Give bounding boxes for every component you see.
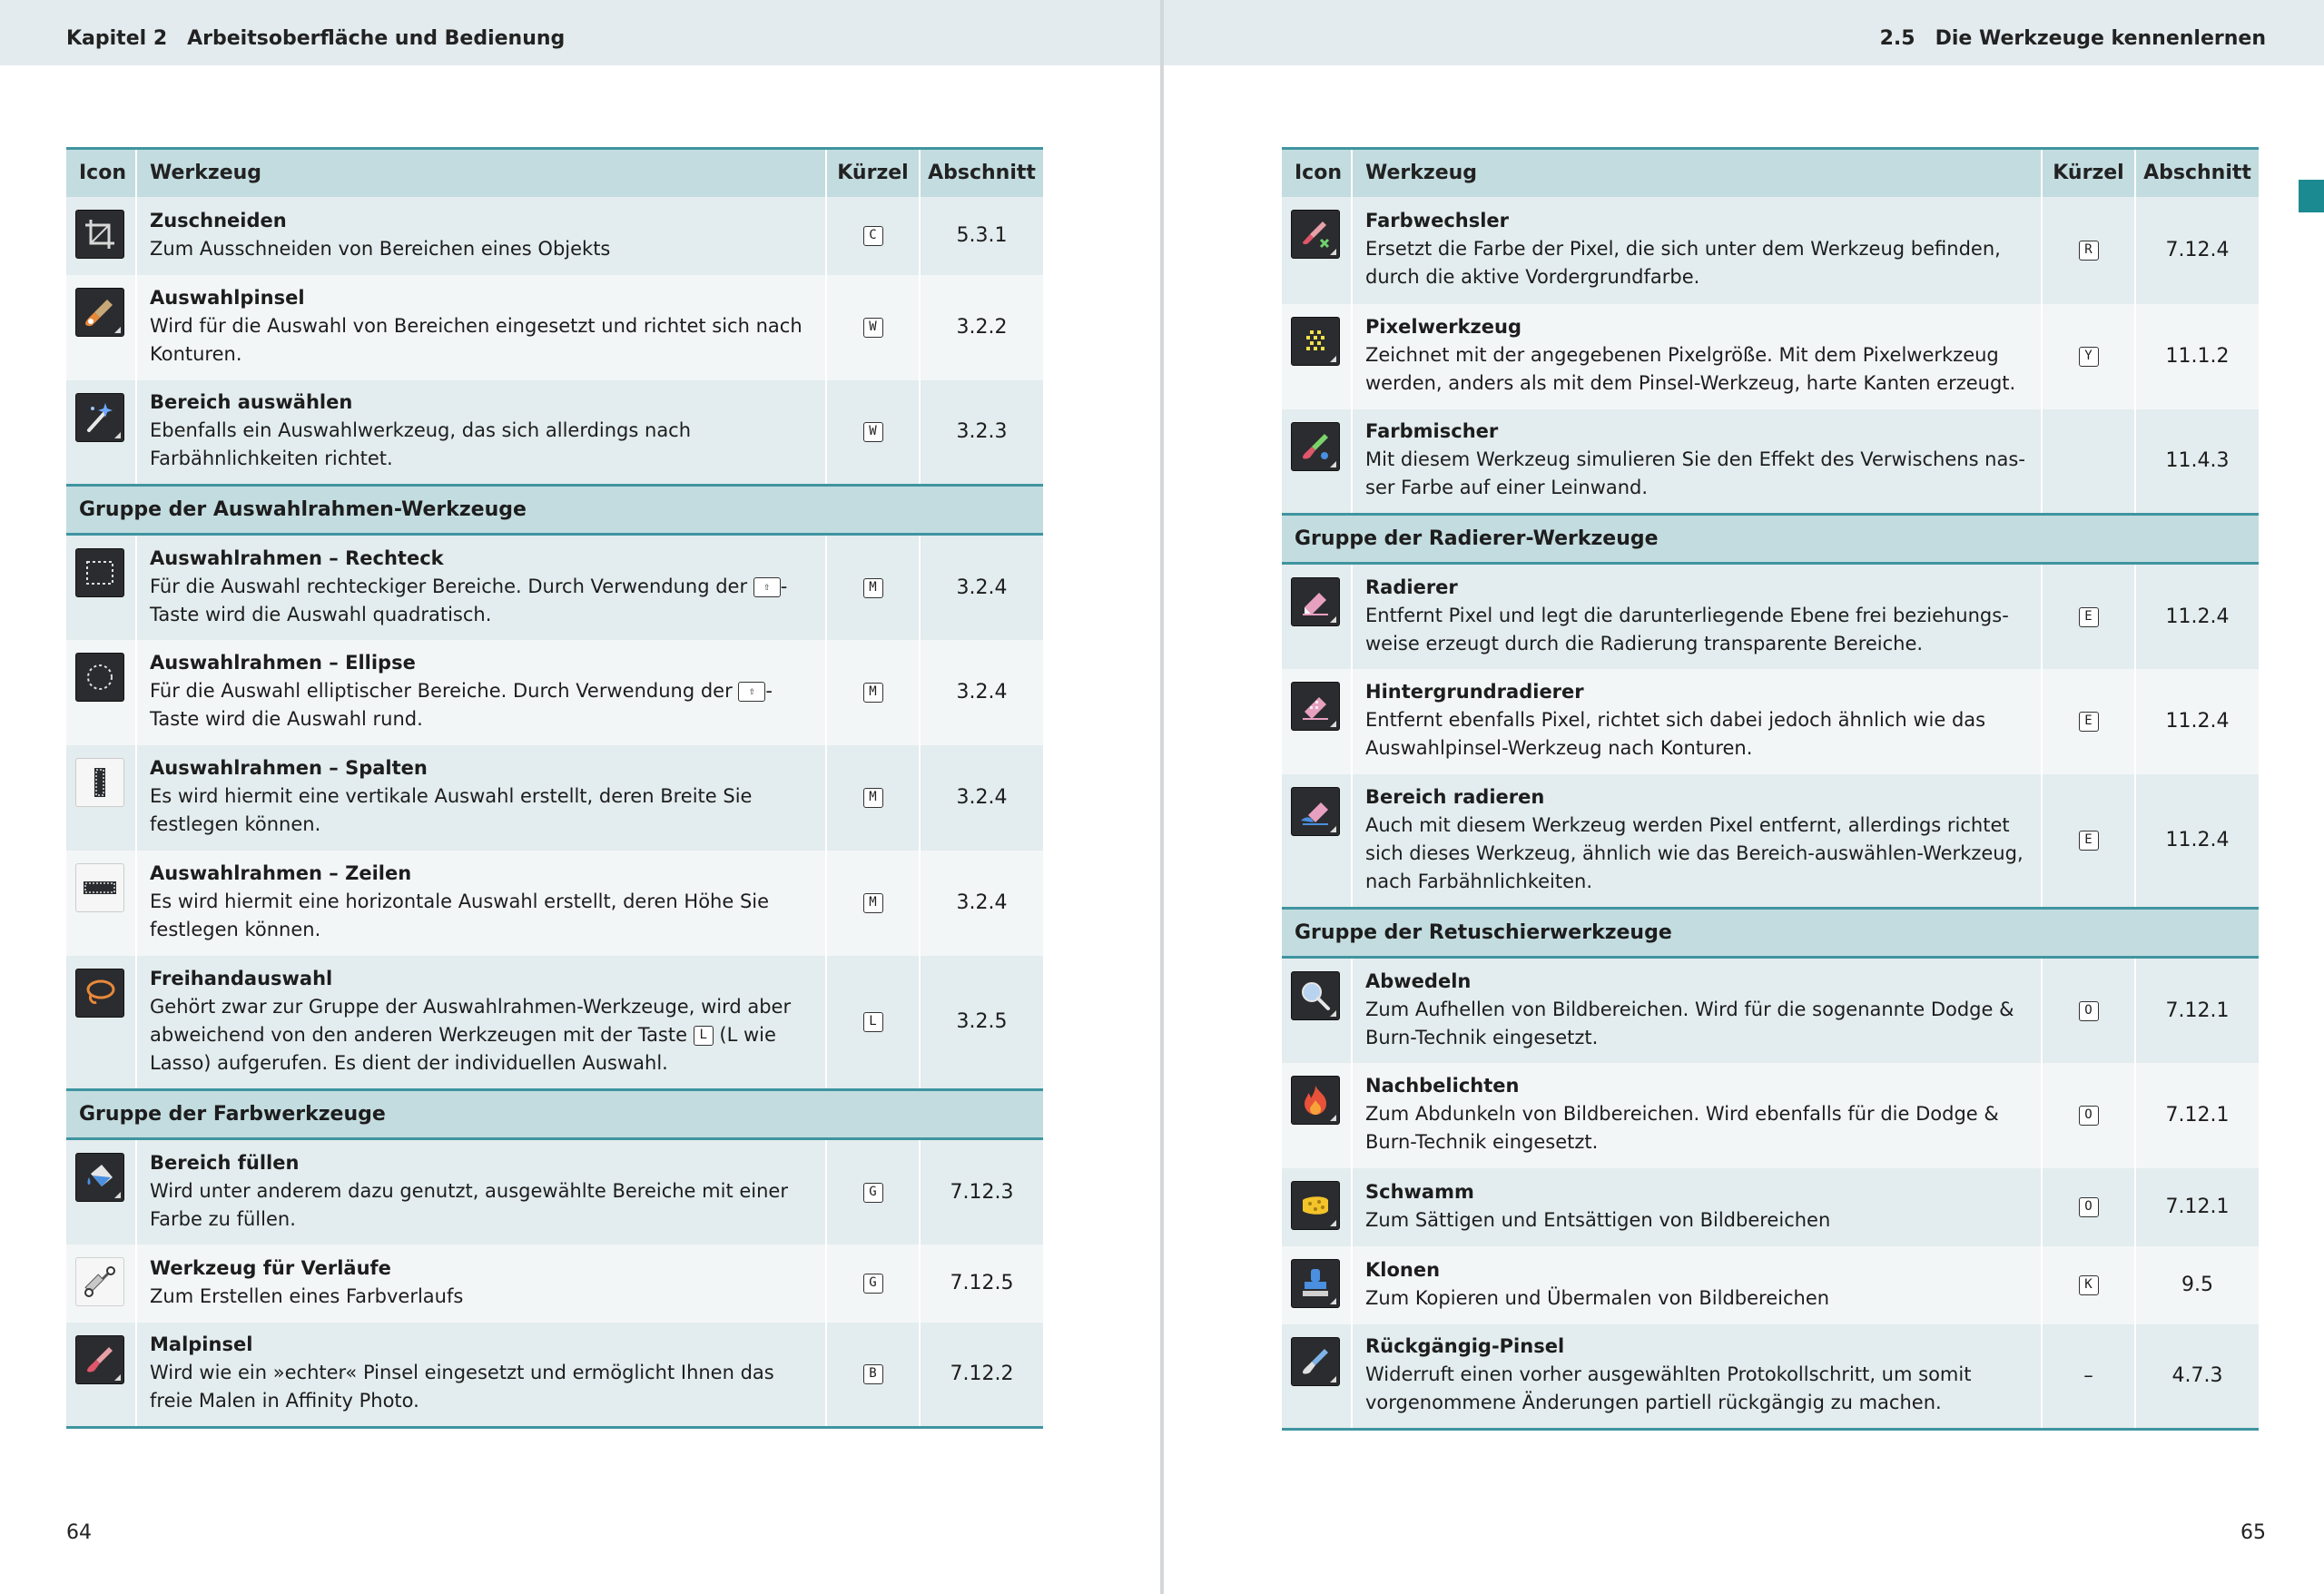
left-page (0, 0, 1160, 1594)
tool-desc: Wird für die Auswahl von Bereichen eingesetzt und richtet sich nach Konturen. (150, 315, 803, 365)
tool-desc: Zum Erstellen eines Farbverlaufs (150, 1284, 464, 1307)
section-ref: 7.12.2 (920, 1323, 1043, 1428)
table-header-row (66, 149, 1043, 197)
tool-desc: Ebenfalls ein Auswahlwerkzeug, das sich allerdings nach Farbähnlichkeiten richtet. (150, 419, 692, 470)
section-ref: 3.2.4 (920, 640, 1043, 745)
tool-desc: Es wird hiermit eine vertikale Auswahl erstellt, deren Breite Sie festlegen können. (150, 785, 753, 835)
table-row (1282, 774, 2259, 909)
tool-desc: Wird unter anderem dazu genutzt, ausgewählte Bereiche mit einer Farbe zu füllen. (150, 1179, 788, 1230)
tool-name: Schwamm (1365, 1180, 1474, 1203)
clone-stamp-icon (1291, 1259, 1340, 1308)
table-row (66, 535, 1043, 640)
table-row (66, 275, 1043, 380)
running-header-text (1880, 27, 2266, 50)
col-tool: Werkzeug (1352, 149, 2042, 197)
tool-name: Klonen (1365, 1258, 1441, 1281)
table-row (66, 851, 1043, 956)
tool-name: Nachbelichten (1365, 1075, 1520, 1097)
table-row (1282, 669, 2259, 774)
page-number: 64 (66, 1521, 92, 1544)
tool-name: Hintergrundradierer (1365, 681, 1584, 703)
lasso-icon (75, 969, 124, 1018)
section-ref: 4.7.3 (2135, 1324, 2259, 1430)
selection-brush-icon (75, 288, 124, 337)
group-row (1282, 909, 2259, 958)
shift-key: ⇧ (753, 577, 781, 597)
shortcut-key: Y (2079, 347, 2099, 367)
tool-desc: Entfernt Pixel und legt die darunterliegende Ebene frei beziehungsweise erzeugt durch die Radierung transparente Bereiche. (1365, 604, 2009, 654)
section-ref: 3.2.5 (920, 956, 1043, 1090)
col-section: Abschnitt (2135, 149, 2259, 197)
sponge-icon (1291, 1181, 1340, 1230)
tool-name: Rückgängig-Pinsel (1365, 1335, 1565, 1358)
shortcut-key: O (2079, 1001, 2099, 1021)
shortcut-key: O (2079, 1106, 2099, 1126)
col-section: Abschnitt (920, 149, 1043, 197)
page-number: 65 (2240, 1521, 2266, 1544)
shortcut-key: B (863, 1364, 883, 1384)
table-row (66, 640, 1043, 745)
tool-desc: Ersetzt die Farbe der Pixel, die sich unter dem Werkzeug befinden, durch die aktive Vordergrundfarbe. (1365, 238, 2001, 288)
shortcut-key: M (863, 683, 883, 703)
table-row (1282, 1168, 2259, 1246)
section-ref: 7.12.5 (920, 1245, 1043, 1323)
table-row (1282, 409, 2259, 515)
tool-name: Bereich auswählen (150, 391, 353, 414)
tool-name: Auswahlrahmen – Rechteck (150, 546, 444, 569)
tool-desc: Zum Sättigen und Entsättigen von Bildbereichen (1365, 1208, 1831, 1231)
tool-name: Bereich füllen (150, 1151, 300, 1174)
table-row (66, 956, 1043, 1090)
table-row (66, 1245, 1043, 1323)
col-key: Kürzel (826, 149, 920, 197)
shortcut-key: C (863, 226, 883, 246)
tools-table-right (1282, 147, 2259, 1431)
table-row (66, 1139, 1043, 1245)
tool-desc: Zum Abdunkeln von Bildbereichen. Wird ebenfalls für die Dodge & Burn-Technik eingesetzt. (1365, 1103, 1999, 1153)
fill-bucket-icon (75, 1153, 124, 1202)
tool-name: Farbmischer (1365, 420, 1499, 443)
pixel-tool-icon (1291, 317, 1340, 366)
shortcut-key: M (863, 893, 883, 913)
tool-desc: Gehört zwar zur Gruppe der Auswahlrahmen-Werkzeuge, wird aber abweichend von den anderen Werkzeugen mit der Taste L (L wie Lasso) aufgerufen. Es dient der individuellen Auswahl. (150, 995, 792, 1074)
table-row (1282, 1246, 2259, 1324)
undo-brush-icon (1291, 1337, 1340, 1386)
tool-desc: Es wird hiermit eine horizontale Auswahl erstellt, deren Höhe Sie festlegen können. (150, 890, 770, 940)
chapter-title: Arbeitsoberfläche und Bedienung (187, 27, 566, 50)
magic-wand-icon (75, 393, 124, 442)
tools-table-left (66, 147, 1043, 1429)
section-ref: 11.2.4 (2135, 564, 2259, 669)
shortcut-key: G (863, 1274, 883, 1294)
crop-icon (75, 210, 124, 259)
shortcut-key: E (2079, 831, 2099, 851)
tool-desc: Für die Auswahl elliptischer Bereiche. Durch Verwendung der ⇧ -Taste wird die Auswahl rund. (150, 680, 773, 730)
running-header-text (66, 27, 565, 50)
shortcut-key: O (2079, 1197, 2099, 1217)
tool-desc: Zeichnet mit der angegebenen Pixelgröße. Mit dem Pixelwerkzeug werden, anders als mit dem Pinsel-Werkzeug, harte Kanten erzeugt. (1365, 344, 2016, 394)
table-row (66, 380, 1043, 486)
tool-desc: Zum Aufhellen von Bildbereichen. Wird für die sogenannte Dodge & Burn-Technik eingesetzt. (1365, 998, 2014, 1048)
section-ref: 3.2.2 (920, 275, 1043, 380)
tool-name: Auswahlpinsel (150, 287, 305, 309)
tool-name: Bereich radieren (1365, 785, 1545, 808)
section-ref: 3.2.4 (920, 745, 1043, 851)
tool-desc: Mit diesem Werkzeug simulieren Sie den Effekt des Verwischens nasser Farbe auf einer Leinwand. (1365, 448, 2025, 499)
group-row (1282, 515, 2259, 564)
tool-name: Malpinsel (150, 1333, 253, 1356)
gradient-icon (75, 1257, 124, 1306)
shortcut-key: M (863, 578, 883, 598)
section-ref: 5.3.1 (920, 197, 1043, 275)
shortcut-key: M (863, 788, 883, 808)
rectangle-marquee-icon (75, 548, 124, 597)
tool-name: Freihandauswahl (150, 967, 333, 989)
tool-name: Farbwechsler (1365, 210, 1510, 231)
shortcut-key: R (2079, 241, 2099, 261)
group-title: Gruppe der Farbwerkzeuge (66, 1090, 1043, 1139)
column-marquee-icon (75, 758, 124, 807)
col-tool: Werkzeug (136, 149, 826, 197)
shortcut-key: W (863, 318, 883, 338)
section-ref: 3.2.4 (920, 535, 1043, 640)
group-title: Gruppe der Auswahlrahmen-Werkzeuge (66, 486, 1043, 535)
tool-desc: Entfernt ebenfalls Pixel, richtet sich dabei jedoch ähnlich wie das Auswahlpinsel-Werkzeug nach Konturen. (1365, 709, 1986, 759)
ellipse-marquee-icon (75, 653, 124, 702)
eraser-icon (1291, 577, 1340, 626)
tool-name: Auswahlrahmen – Ellipse (150, 652, 416, 674)
section-ref: 7.12.1 (2135, 958, 2259, 1063)
section-ref: 9.5 (2135, 1246, 2259, 1324)
shortcut-key: K (2079, 1275, 2099, 1295)
table-row (1282, 564, 2259, 669)
tool-desc: Zum Ausschneiden von Bereichen eines Objekts (150, 237, 611, 260)
tool-name: Auswahlrahmen – Spalten (150, 757, 428, 779)
tool-name: Abwedeln (1365, 969, 1472, 992)
col-icon: Icon (66, 149, 136, 197)
section-ref: 11.1.2 (2135, 304, 2259, 409)
paint-brush-icon (75, 1335, 124, 1384)
table-row (1282, 1324, 2259, 1430)
tool-name: Zuschneiden (150, 209, 287, 231)
group-row (66, 1090, 1043, 1139)
section-ref: 11.2.4 (2135, 669, 2259, 774)
flood-eraser-icon (1291, 787, 1340, 836)
shift-key: ⇧ (738, 682, 765, 702)
section-ref: 11.4.3 (2135, 409, 2259, 515)
color-mixer-icon (1291, 422, 1340, 471)
table-row (1282, 304, 2259, 409)
section-ref: 11.2.4 (2135, 774, 2259, 909)
right-page (1164, 0, 2324, 1594)
col-key: Kürzel (2042, 149, 2135, 197)
section-ref: 3.2.4 (920, 851, 1043, 956)
group-title: Gruppe der Retuschierwerkzeuge (1282, 909, 2259, 958)
shortcut-key: G (863, 1183, 883, 1203)
table-row (66, 197, 1043, 275)
section-ref: 7.12.1 (2135, 1168, 2259, 1246)
chapter-thumb-tab (2299, 180, 2324, 212)
background-eraser-icon (1291, 682, 1340, 731)
section-title: Die Werkzeuge kennenlernen (1935, 27, 2266, 50)
tool-desc: Auch mit diesem Werkzeug werden Pixel entfernt, allerdings richtet sich dieses Werkzeug, ähnlich wie das Bereich-auswählen-Werkzeug, nach Farbähnlichkeiten. (1365, 813, 2024, 892)
section-number: 2.5 (1879, 27, 1915, 50)
color-replacement-icon (1291, 210, 1340, 259)
table-row (66, 745, 1043, 851)
table-row (66, 1323, 1043, 1428)
tool-name: Pixelwerkzeug (1365, 316, 1521, 338)
tool-name: Auswahlrahmen – Zeilen (150, 862, 412, 884)
table-header-row (1282, 149, 2259, 197)
tool-desc: Für die Auswahl rechteckiger Bereiche. Durch Verwendung der ⇧ -Taste wird die Auswahl quadratisch. (150, 575, 788, 625)
col-icon: Icon (1282, 149, 1352, 197)
tool-desc: Widerruft einen vorher ausgewählten Protokollschritt, um somit vorgenommene Änderungen partiell rückgängig zu machen. (1365, 1363, 1972, 1414)
section-ref: 7.12.3 (920, 1139, 1043, 1245)
dodge-icon (1291, 971, 1340, 1020)
shortcut-key: W (863, 422, 883, 442)
group-title: Gruppe der Radierer-Werkzeuge (1282, 515, 2259, 564)
table-row (1282, 1063, 2259, 1168)
shortcut-key: L (863, 1012, 883, 1032)
table-row (1282, 197, 2259, 304)
shortcut-empty (2042, 409, 2135, 515)
chapter-label: Kapitel 2 (66, 27, 168, 50)
tool-desc: Zum Kopieren und Übermalen von Bildbereichen (1365, 1286, 1830, 1309)
shortcut-key: E (2079, 712, 2099, 732)
section-ref: 7.12.4 (2135, 197, 2259, 304)
tool-name: Werkzeug für Verläufe (150, 1256, 391, 1279)
table-row (1282, 958, 2259, 1063)
section-ref: 7.12.1 (2135, 1063, 2259, 1168)
shortcut-key: E (2079, 607, 2099, 627)
group-row (66, 486, 1043, 535)
inline-key: L (694, 1026, 714, 1046)
section-ref: 3.2.3 (920, 380, 1043, 486)
tool-desc: Wird wie ein »echter« Pinsel eingesetzt und ermöglicht Ihnen das freie Malen in Affinity Photo. (150, 1362, 774, 1412)
burn-icon (1291, 1076, 1340, 1125)
row-marquee-icon (75, 863, 124, 912)
tool-name: Radierer (1365, 576, 1458, 598)
shortcut-dash: – (2042, 1324, 2135, 1430)
